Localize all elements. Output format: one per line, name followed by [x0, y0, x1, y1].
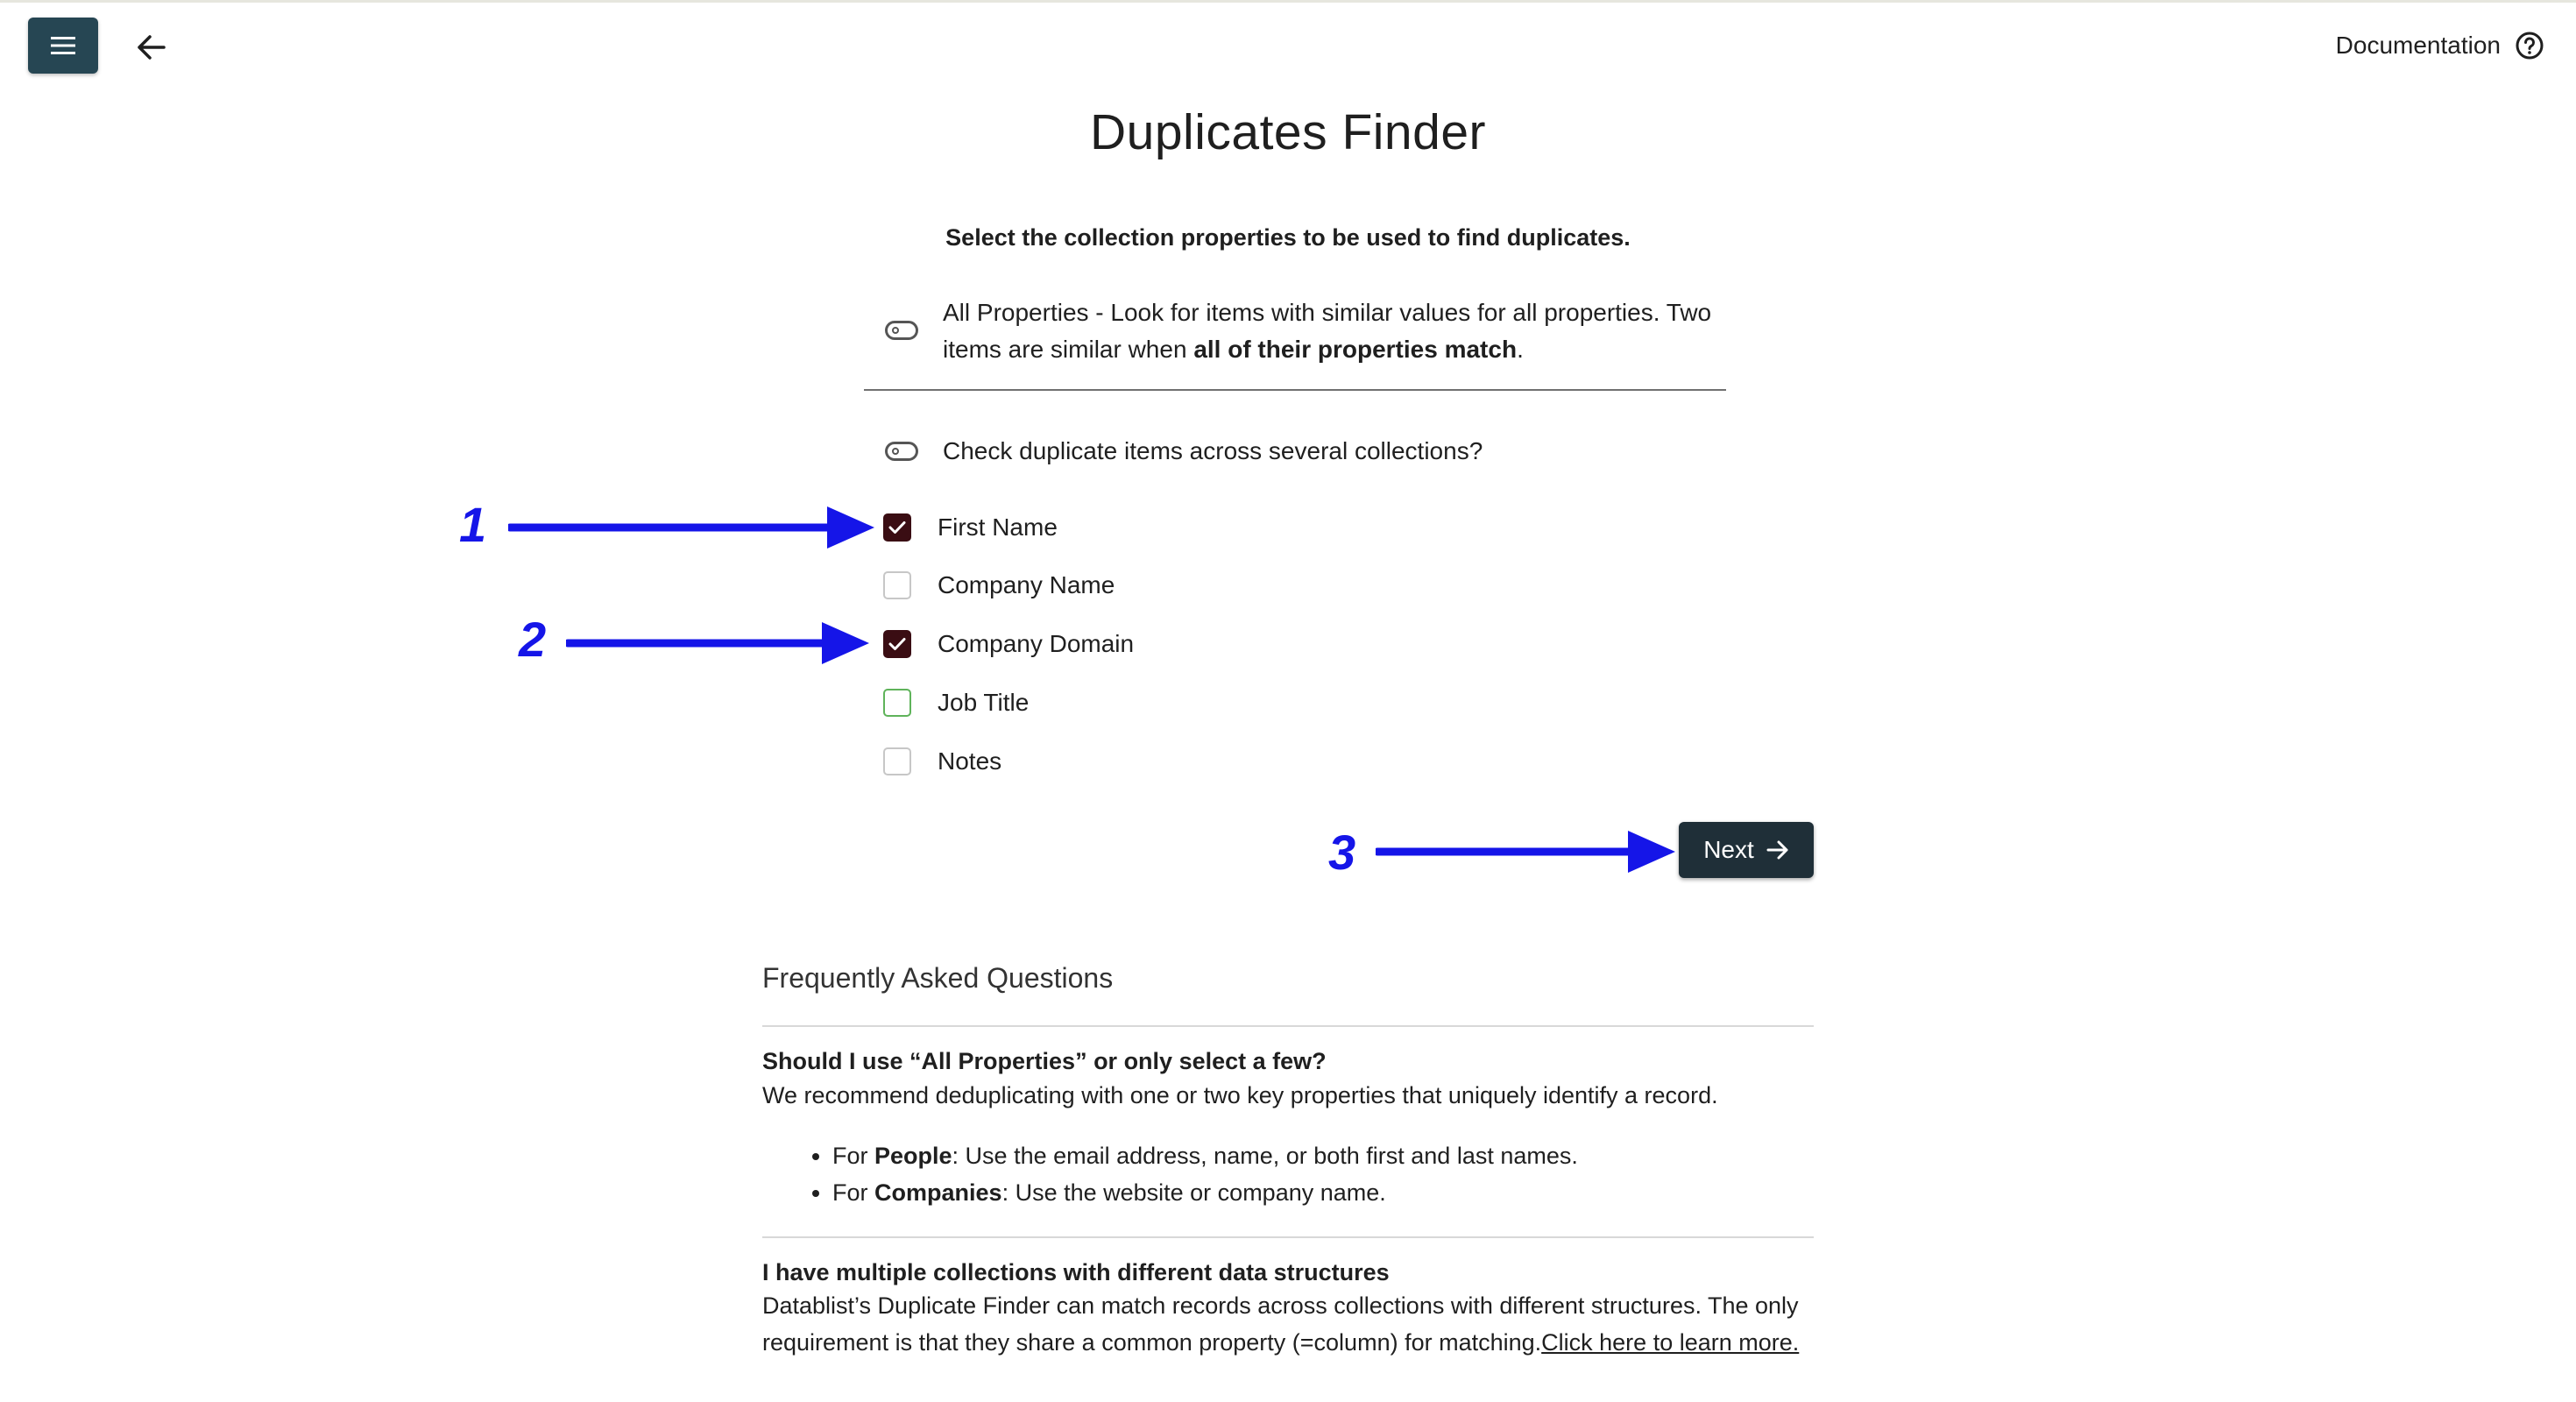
checkbox-job-title[interactable]	[883, 689, 911, 717]
page-title: Duplicates Finder	[1089, 104, 1487, 160]
learn-more-link[interactable]: Click here to learn more.	[1541, 1329, 1800, 1356]
faq-answer-2-text: Datablist’s Duplicate Finder can match records across collections with different structures. The only requirement is that they share a common property (=column) for matching.	[762, 1292, 1799, 1356]
annotation-arrow-2	[566, 619, 871, 668]
property-label: Company Domain	[938, 630, 1135, 657]
toggle-knob	[892, 448, 899, 455]
property-label: Company Name	[938, 571, 1115, 598]
menu-button[interactable]	[28, 18, 98, 74]
checkbox-company-domain[interactable]	[883, 630, 911, 658]
bullet-prefix: For	[832, 1143, 875, 1169]
annotation-number-2: 2	[519, 612, 547, 667]
faq-divider	[762, 1025, 1814, 1027]
documentation-label: Documentation	[2335, 32, 2501, 59]
all-properties-line1: All Properties - Look for items with similar values for all properties. Two	[943, 299, 1712, 326]
top-border	[0, 0, 2576, 3]
faq-question-2: I have multiple collections with different data structures	[762, 1259, 1390, 1285]
hamburger-icon	[51, 36, 75, 55]
property-label: Job Title	[938, 689, 1030, 716]
property-company-domain[interactable]	[883, 628, 1134, 660]
annotation-number-3: 3	[1328, 825, 1356, 880]
property-notes[interactable]	[883, 746, 1001, 777]
bullet-bold: People	[874, 1143, 952, 1169]
all-properties-description	[943, 294, 1711, 368]
list-item	[832, 1137, 1578, 1174]
help-circle-icon	[2515, 31, 2544, 60]
check-icon	[888, 520, 906, 535]
cross-collection-label: Check duplicate items across several collections?	[943, 437, 1483, 464]
bullet-text: : Use the email address, name, or both first and last names.	[952, 1143, 1578, 1169]
all-properties-line2-bold: all of their properties match	[1193, 336, 1518, 363]
bullet-text: : Use the website or company name.	[1001, 1179, 1386, 1206]
annotation-arrow-1	[508, 503, 876, 552]
check-icon	[888, 637, 906, 651]
all-properties-line2	[943, 331, 1711, 368]
all-properties-row	[885, 294, 1711, 368]
bullet-bold: Companies	[874, 1179, 1002, 1206]
back-button[interactable]	[130, 26, 172, 68]
arrow-right-icon	[1766, 840, 1789, 860]
checkbox-first-name[interactable]	[883, 513, 911, 542]
all-properties-line2-suffix: .	[1517, 336, 1524, 363]
property-label: First Name	[938, 513, 1058, 541]
documentation-link[interactable]	[2336, 26, 2544, 65]
page-subtitle: Select the collection properties to be used to find duplicates.	[945, 224, 1631, 251]
faq-question-1: Should I use “All Properties” or only select a few?	[762, 1048, 1327, 1074]
faq-answer-1-list	[762, 1137, 1578, 1211]
cross-collection-toggle[interactable]	[885, 442, 918, 461]
property-job-title[interactable]	[883, 687, 1029, 719]
property-label: Notes	[938, 747, 1002, 775]
all-properties-line2-prefix: items are similar when	[943, 336, 1194, 363]
next-button[interactable]	[1679, 822, 1814, 878]
next-button-label: Next	[1703, 836, 1754, 863]
arrow-left-icon	[136, 34, 166, 60]
faq-title: Frequently Asked Questions	[762, 962, 1114, 994]
cross-collection-row	[885, 433, 1483, 470]
list-item	[832, 1174, 1578, 1211]
all-properties-toggle[interactable]	[885, 321, 918, 340]
section-divider	[864, 389, 1726, 391]
annotation-arrow-3	[1376, 827, 1677, 876]
property-first-name[interactable]	[883, 512, 1058, 543]
property-company-name[interactable]	[883, 570, 1115, 601]
faq-answer-1: We recommend deduplicating with one or two key properties that uniquely identify a record.	[762, 1082, 1718, 1108]
bullet-prefix: For	[832, 1179, 875, 1206]
faq-answer-2	[762, 1287, 1814, 1361]
toggle-knob	[892, 327, 899, 334]
faq-divider	[762, 1236, 1814, 1238]
checkbox-notes[interactable]	[883, 747, 911, 775]
checkbox-company-name[interactable]	[883, 571, 911, 599]
annotation-number-1: 1	[459, 497, 487, 552]
